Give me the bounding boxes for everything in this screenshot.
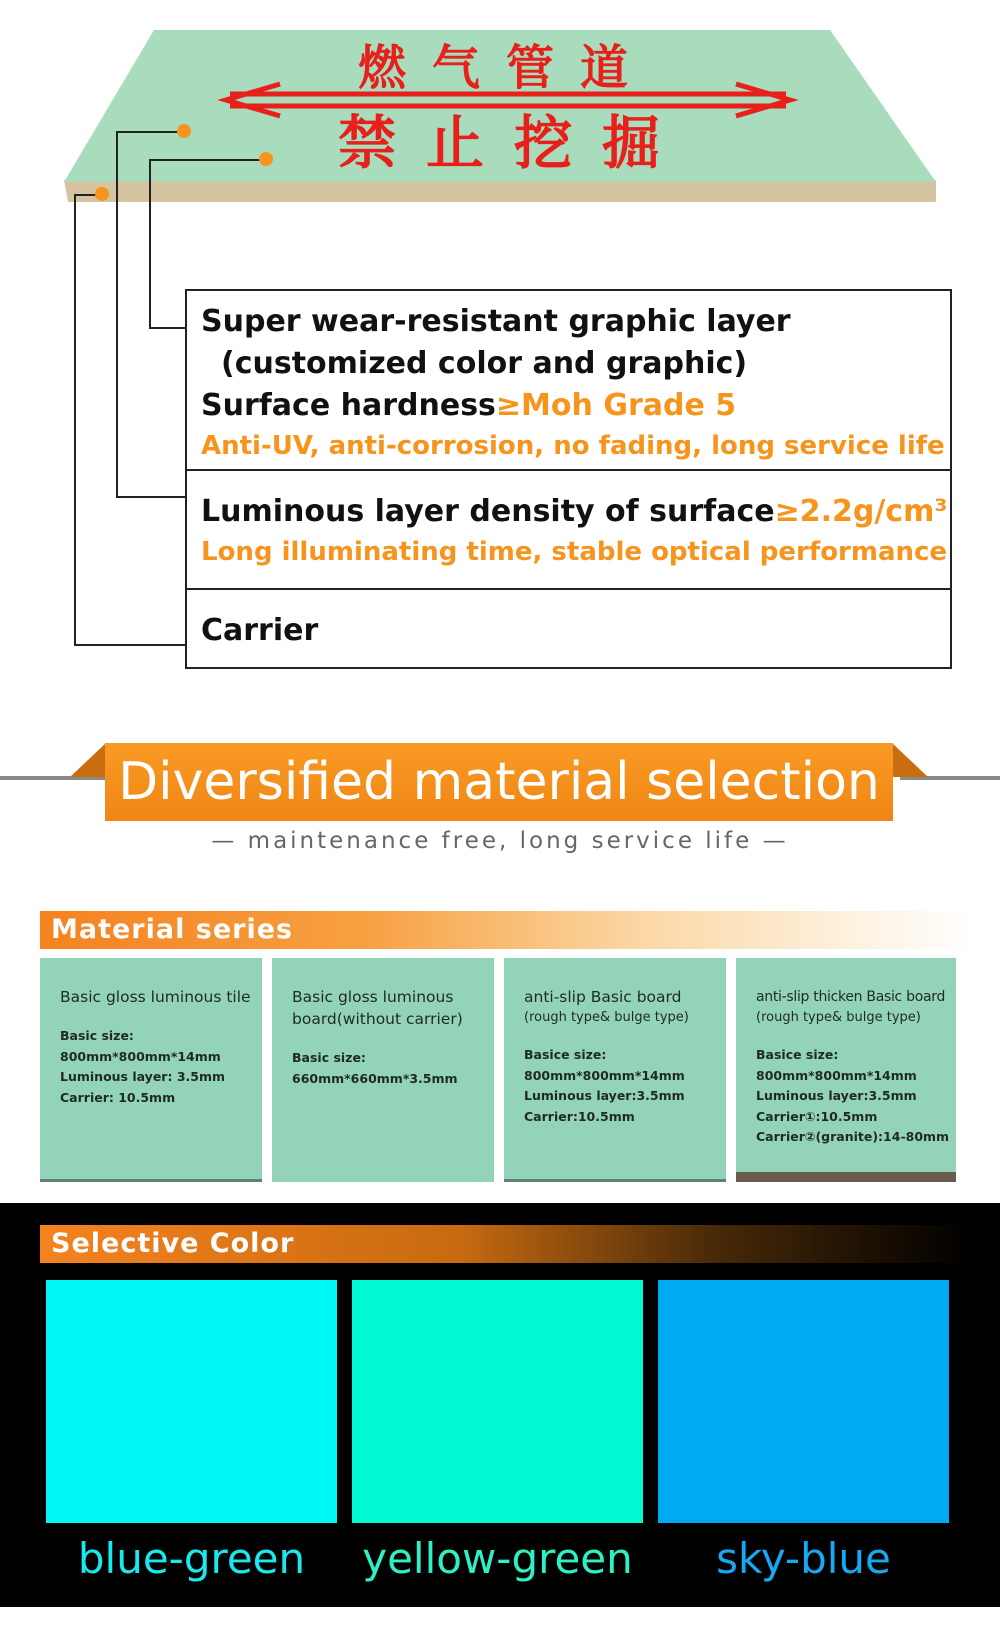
card-spec: Luminous layer: 3.5mm — [60, 1069, 226, 1084]
carrier-row — [187, 590, 950, 667]
connector-luminous-layer-top — [116, 131, 184, 133]
color-label-yellow-green: yellow-green — [362, 1534, 633, 1583]
color-label-sky-blue: sky-blue — [716, 1534, 891, 1583]
card-title-line-1: Basic gloss luminous — [292, 988, 454, 1006]
hardness-value: ≥Moh Grade 5 — [495, 388, 737, 423]
card-spec: 800mm*800mm*14mm — [756, 1067, 917, 1083]
card-specs — [292, 1048, 494, 1089]
card-spec: Carrier: 10.5mm — [60, 1089, 176, 1105]
luminous-layer-row — [187, 471, 950, 590]
swatch-sky-blue — [658, 1280, 949, 1523]
surface-hardness — [201, 385, 950, 427]
banner-fold-right — [892, 743, 928, 777]
card-subtitle: (rough type& bulge type) — [756, 1010, 921, 1025]
luminous-layer-density — [201, 491, 950, 533]
card-title: anti-slip thicken Basic board — [756, 989, 946, 1005]
card-subtitle: (rough type& bulge type) — [524, 1010, 689, 1025]
card-spec: 800mm*800mm*14mm — [524, 1067, 685, 1083]
card-spec: Luminous layer:3.5mm — [756, 1088, 917, 1103]
selective-color-heading: Selective Color — [40, 1225, 970, 1263]
swatch-blue-green — [46, 1280, 337, 1523]
graphic-layer-subtitle: (customized color and graphic) — [221, 346, 748, 381]
graphic-layer-row — [187, 291, 950, 471]
card-spec: Carrier②(granite):14-80mm — [756, 1129, 950, 1144]
material-card-anti-slip — [504, 958, 726, 1182]
carrier-label: Carrier — [201, 613, 319, 648]
card-specs — [60, 1026, 262, 1108]
luminous-layer-features: Long illuminating time, stable optical performance — [201, 537, 948, 567]
banner-fold-left — [70, 743, 106, 777]
card-specs — [756, 1045, 956, 1148]
color-label-blue-green: blue-green — [77, 1534, 306, 1583]
luminous-label: Luminous layer density of surface — [201, 494, 775, 529]
card-size-label: Basice size: — [756, 1047, 839, 1062]
card-specs — [524, 1045, 726, 1127]
section-banner-subtitle: — maintenance free, long service life — — [211, 828, 789, 854]
material-card-anti-slip-thicken — [736, 958, 956, 1182]
hardness-label: Surface hardness — [201, 388, 496, 423]
card-spec: Carrier①:10.5mm — [756, 1108, 878, 1124]
graphic-layer-features: Anti-UV, anti-corrosion, no fading, long service life — [201, 431, 945, 461]
card-title: anti-slip Basic board — [524, 988, 682, 1006]
card-size-label: Basice size: — [524, 1047, 607, 1062]
card-title-line-2: board(without carrier) — [292, 1010, 463, 1028]
material-card-gloss-tile — [40, 958, 262, 1182]
card-size-label: Basic size: — [292, 1050, 366, 1065]
material-card-gloss-board — [272, 958, 494, 1182]
card-size-label: Basic size: — [60, 1028, 134, 1043]
card-spec: 800mm*800mm*14mm — [60, 1048, 221, 1064]
section-banner-title: Diversified material selection — [105, 743, 893, 821]
material-series-heading: Material series — [40, 911, 970, 949]
carrier-marker — [95, 187, 109, 201]
graphic-layer-title: Super wear-resistant graphic layer — [201, 304, 791, 339]
card-spec: 660mm*660mm*3.5mm — [292, 1070, 458, 1086]
tile-edge — [64, 180, 936, 202]
card-spec: Carrier:10.5mm — [524, 1108, 635, 1124]
connector-carrier — [74, 194, 185, 646]
graphic-layer-marker — [259, 152, 273, 166]
layer-description-table — [185, 289, 952, 669]
swatch-yellow-green — [352, 1280, 643, 1523]
luminous-layer-marker — [177, 124, 191, 138]
sign-line-1: 燃气管道 — [357, 40, 655, 96]
luminous-value: ≥2.2g/cm³ — [774, 494, 948, 529]
sign-line-2: 禁止挖掘 — [337, 109, 691, 177]
card-spec: Luminous layer:3.5mm — [524, 1088, 685, 1103]
card-title: Basic gloss luminous tile — [60, 988, 251, 1006]
